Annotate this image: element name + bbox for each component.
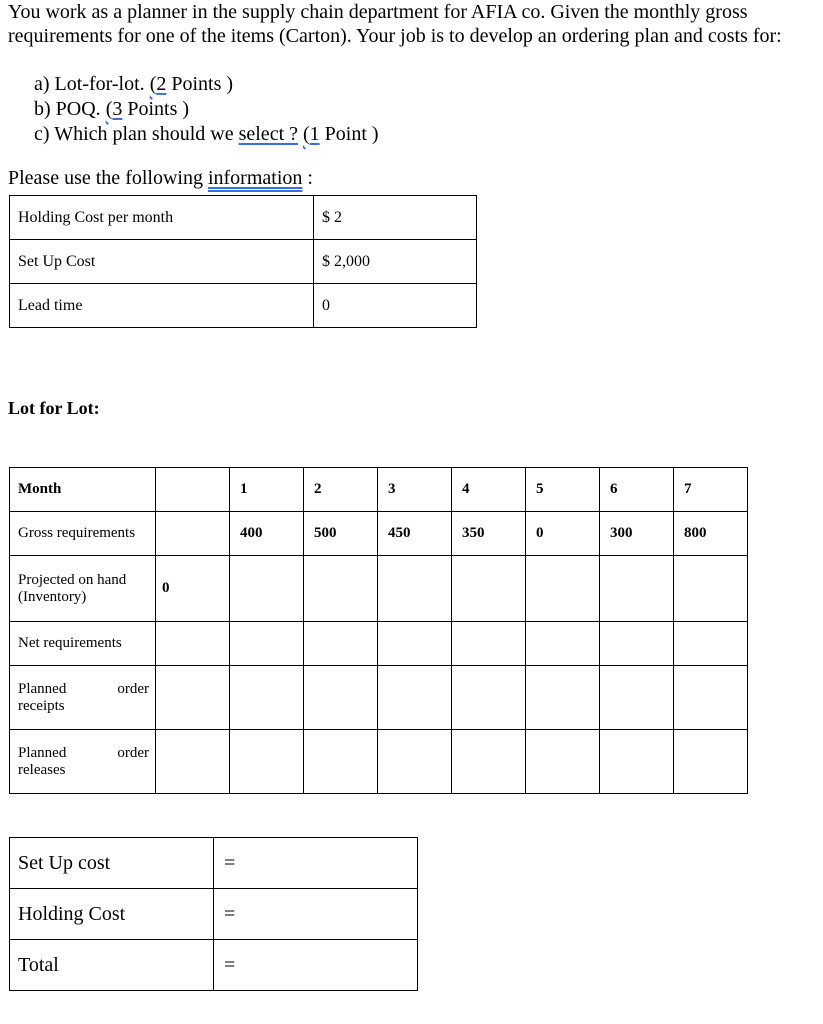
info-lead-suffix: :	[302, 167, 313, 189]
info-table	[9, 195, 477, 328]
cost-table	[9, 837, 418, 991]
empty-cell	[526, 556, 600, 622]
month-cell: 2	[304, 468, 378, 512]
info-label: Holding Cost per month	[10, 196, 314, 240]
question-c-select: select ?	[238, 123, 298, 145]
empty-cell	[230, 622, 304, 666]
projected-label-line2: (Inventory)	[18, 588, 87, 605]
table-row-receipts	[10, 666, 748, 730]
question-c-points: 1	[309, 123, 320, 145]
empty-cell	[452, 556, 526, 622]
empty-cell	[600, 622, 674, 666]
intro-paragraph: You work as a planner in the supply chain department for AFIA co. Given the monthly gross requirements for one of the items (Carton). Your job is to develop an ordering plan and costs for:	[8, 1, 782, 47]
info-lead	[8, 166, 313, 190]
empty-cell	[378, 556, 452, 622]
question-a-marker: a)	[34, 73, 50, 95]
projected-label-line1: Projected on hand	[18, 571, 127, 588]
row-label-releases	[10, 730, 156, 794]
empty-cell	[526, 730, 600, 794]
question-a-rest: Points )	[166, 73, 234, 95]
initial-cell	[156, 468, 230, 512]
info-label: Set Up Cost	[10, 240, 314, 284]
question-c-marker: c)	[34, 123, 50, 145]
initial-cell	[156, 666, 230, 730]
cost-label: Set Up cost	[10, 838, 214, 889]
question-c	[34, 122, 379, 146]
month-cell: 3	[378, 468, 452, 512]
row-label-gross: Gross requirements	[10, 512, 156, 556]
question-b-text: POQ.	[55, 98, 101, 120]
info-row-setup	[10, 240, 477, 284]
table-row-gross	[10, 512, 748, 556]
receipts-label-line2: receipts	[18, 697, 65, 714]
empty-cell	[378, 666, 452, 730]
empty-cell	[526, 622, 600, 666]
cost-label: Total	[10, 940, 214, 991]
info-label: Lead time	[10, 284, 314, 328]
gross-cell: 400	[230, 512, 304, 556]
row-label-net: Net requirements	[10, 622, 156, 666]
empty-cell	[452, 730, 526, 794]
info-lead-prefix: Please use the following	[8, 167, 203, 189]
empty-cell	[600, 666, 674, 730]
info-value: $ 2	[314, 196, 477, 240]
empty-cell	[230, 666, 304, 730]
cost-equals: =	[214, 889, 418, 940]
empty-cell	[452, 622, 526, 666]
lot-for-lot-table	[9, 467, 748, 794]
initial-cell	[156, 730, 230, 794]
receipts-word-order: order	[117, 680, 149, 697]
month-cell: 7	[674, 468, 748, 512]
question-c-open: (	[303, 123, 310, 145]
empty-cell	[526, 666, 600, 730]
question-b-points: 3	[112, 98, 123, 120]
empty-cell	[304, 622, 378, 666]
gross-cell: 800	[674, 512, 748, 556]
initial-cell	[156, 622, 230, 666]
question-a	[34, 72, 233, 96]
releases-label-line1	[18, 745, 155, 762]
receipts-word-planned: Planned	[18, 680, 67, 697]
table-row-releases	[10, 730, 748, 794]
question-a-text: Lot-for-lot.	[54, 73, 145, 95]
cost-row-holding	[10, 889, 418, 940]
empty-cell	[674, 666, 748, 730]
empty-cell	[674, 556, 748, 622]
empty-cell	[304, 730, 378, 794]
releases-word-planned: Planned	[18, 744, 67, 761]
gross-cell: 300	[600, 512, 674, 556]
empty-cell	[674, 622, 748, 666]
row-label-receipts	[10, 666, 156, 730]
gross-cell: 500	[304, 512, 378, 556]
table-row-month	[10, 468, 748, 512]
cost-label: Holding Cost	[10, 889, 214, 940]
gross-cell: 0	[526, 512, 600, 556]
empty-cell	[230, 730, 304, 794]
releases-label-line2: releases	[18, 761, 66, 778]
empty-cell	[378, 622, 452, 666]
cost-equals: =	[214, 940, 418, 991]
month-cell: 5	[526, 468, 600, 512]
question-c-text: Which plan should we	[54, 123, 234, 145]
question-c-rest: Point )	[319, 123, 379, 145]
question-b	[34, 97, 189, 121]
empty-cell	[674, 730, 748, 794]
gross-cell: 450	[378, 512, 452, 556]
empty-cell	[452, 666, 526, 730]
question-b-rest: Points )	[122, 98, 190, 120]
month-cell: 6	[600, 468, 674, 512]
cost-equals: =	[214, 838, 418, 889]
info-lead-word: information	[207, 167, 303, 189]
cost-row-setup	[10, 838, 418, 889]
gross-cell: 350	[452, 512, 526, 556]
projected-initial-cell: 0	[156, 556, 230, 622]
question-a-points: 2	[156, 73, 167, 95]
empty-cell	[600, 556, 674, 622]
row-label-projected	[10, 556, 156, 622]
month-cell: 4	[452, 468, 526, 512]
empty-cell	[600, 730, 674, 794]
receipts-label-line1	[18, 681, 155, 698]
info-row-leadtime	[10, 284, 477, 328]
month-cell: 1	[230, 468, 304, 512]
info-value: $ 2,000	[314, 240, 477, 284]
table-row-net	[10, 622, 748, 666]
empty-cell	[304, 666, 378, 730]
empty-cell	[304, 556, 378, 622]
row-label-month: Month	[10, 468, 156, 512]
section-title: Lot for Lot:	[8, 398, 100, 418]
question-b-marker: b)	[34, 98, 51, 120]
info-row-holding	[10, 196, 477, 240]
cost-row-total	[10, 940, 418, 991]
question-b-open: (	[105, 98, 113, 120]
empty-cell	[378, 730, 452, 794]
releases-word-order: order	[117, 744, 149, 761]
initial-cell	[156, 512, 230, 556]
question-a-open: (	[149, 73, 157, 95]
empty-cell	[230, 556, 304, 622]
table-row-projected	[10, 556, 748, 622]
info-value: 0	[314, 284, 477, 328]
